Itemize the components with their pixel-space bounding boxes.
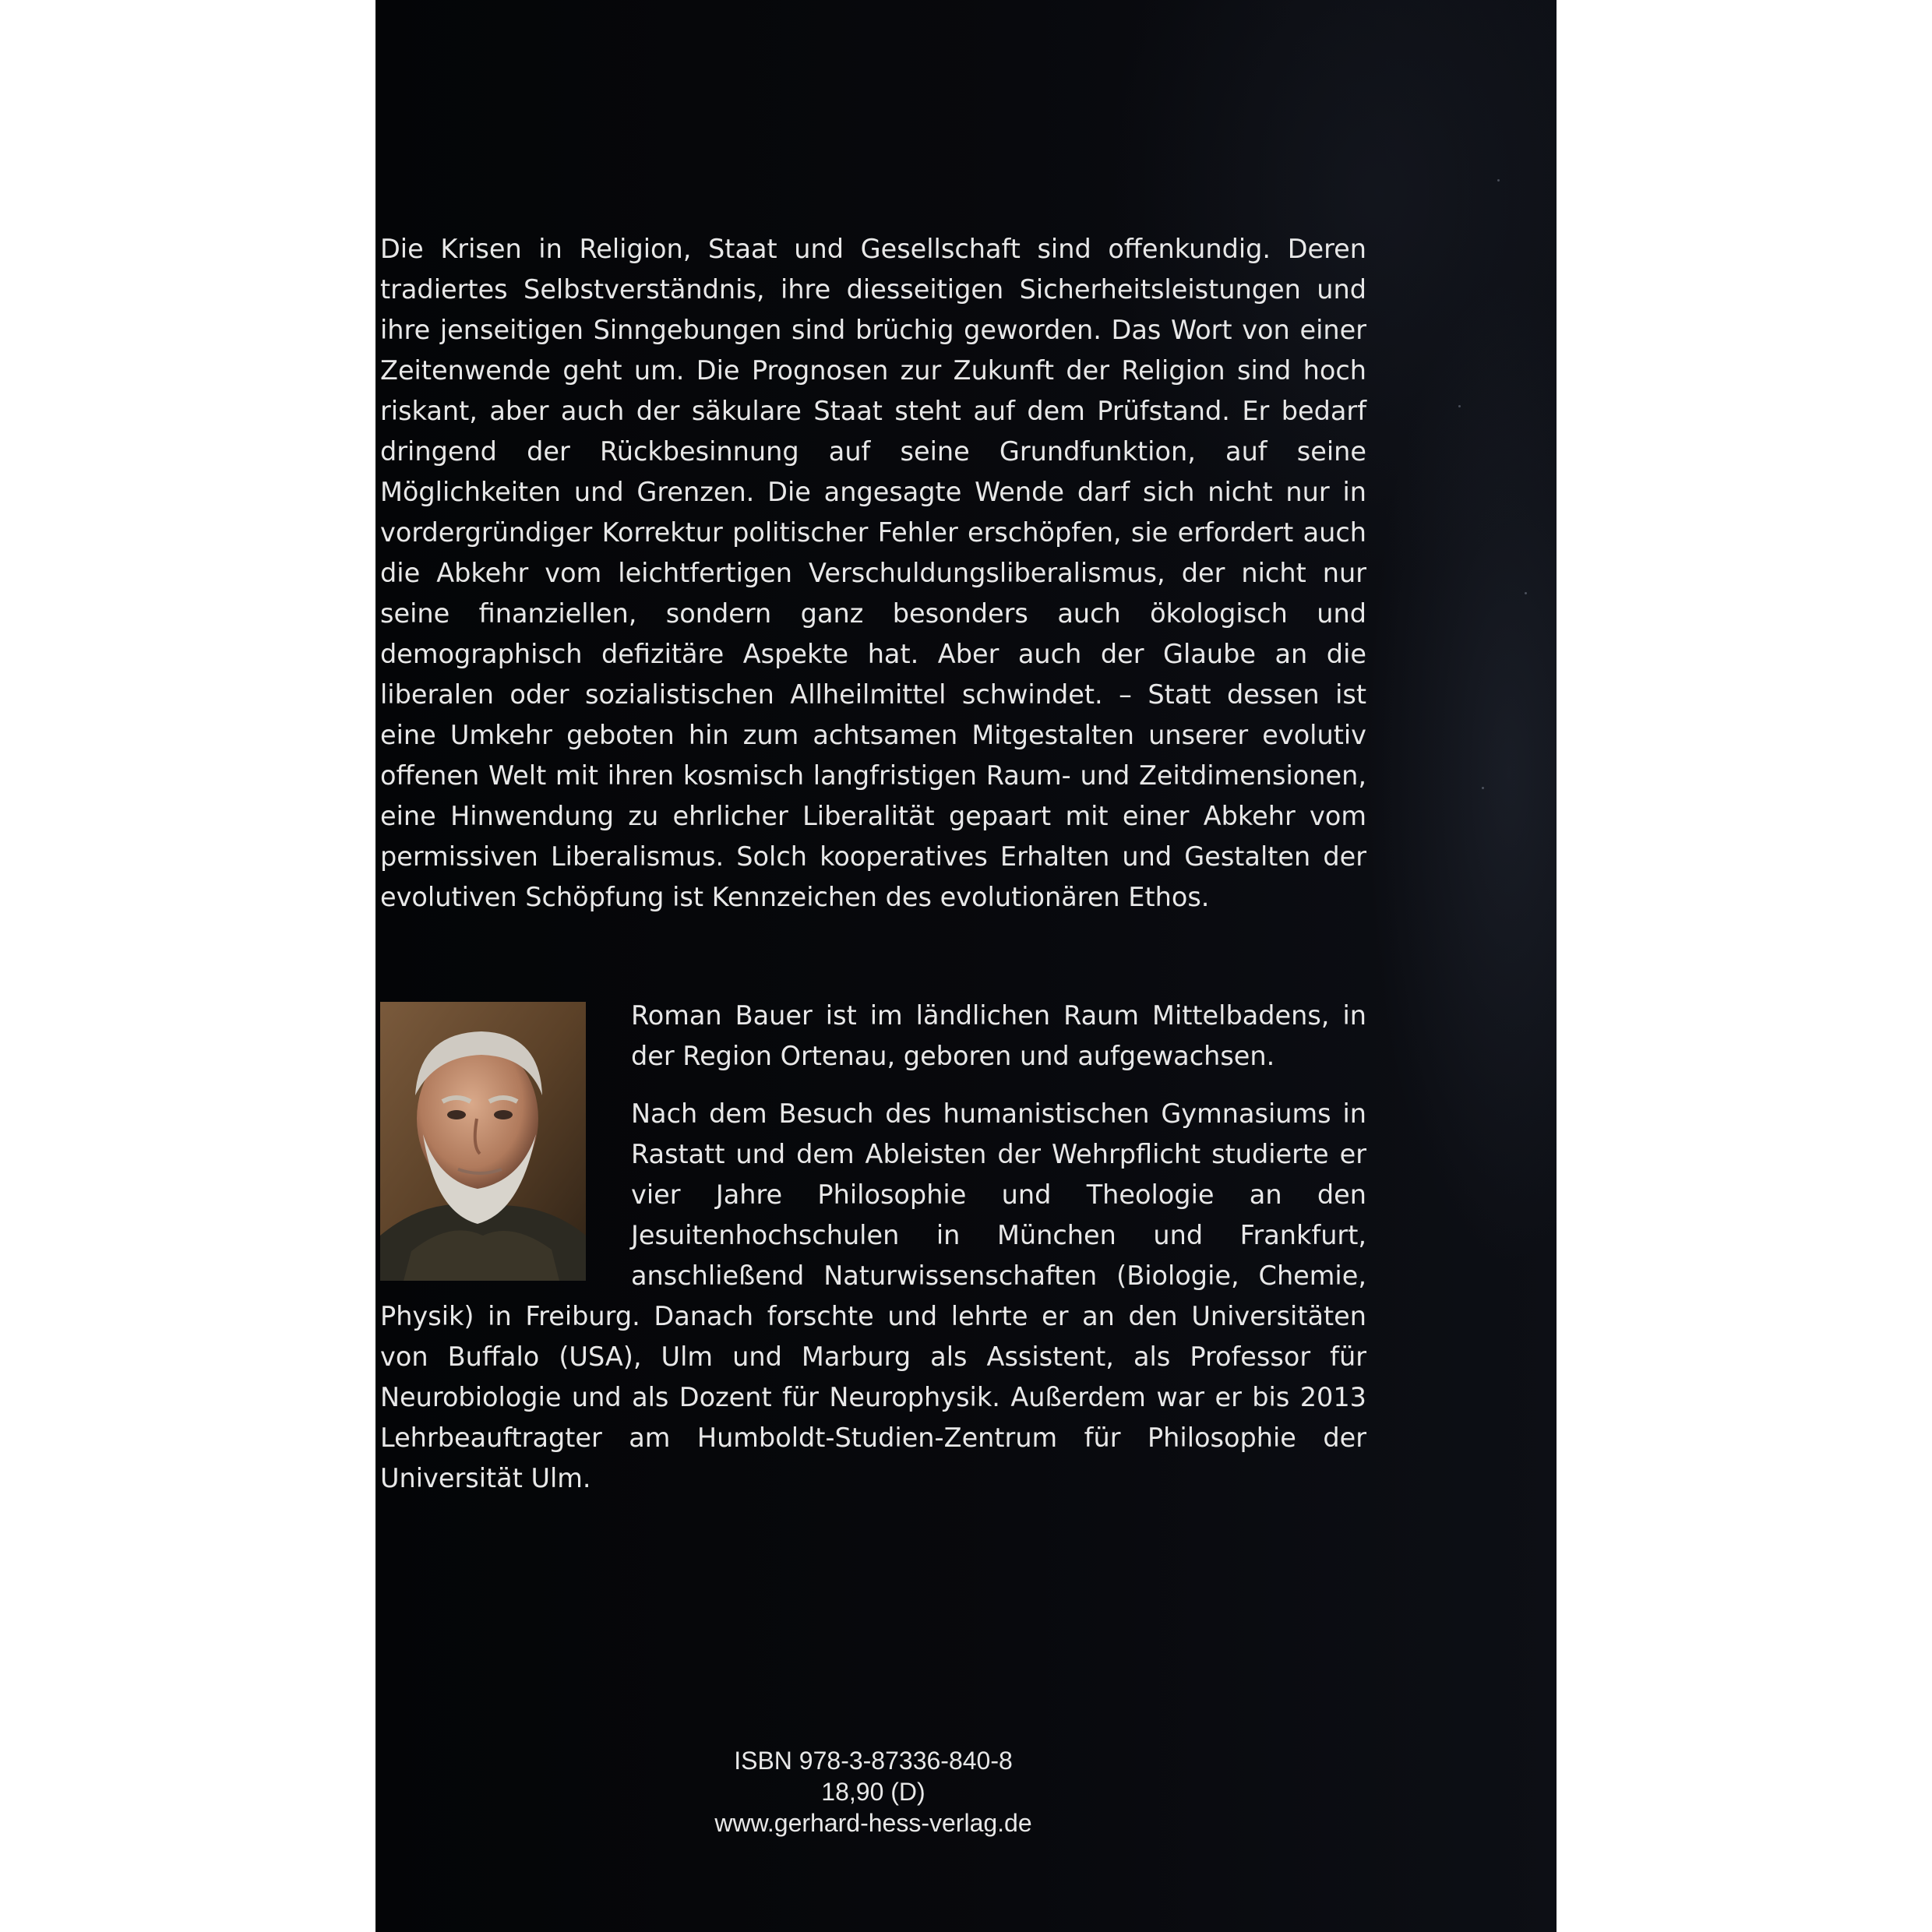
author-portrait xyxy=(380,1002,586,1281)
isbn: ISBN 978-3-87336-840-8 xyxy=(734,1747,1013,1775)
bio-paragraph-1: Roman Bauer ist im ländlichen Raum Mittelbadens, in der Region Ortenau, geboren und aufgewachsen. xyxy=(631,1000,1366,1071)
star-decoration xyxy=(1458,405,1461,407)
back-cover xyxy=(375,0,1557,1932)
blurb-text: Die Krisen in Religion, Staat und Gesellschaft sind offenkundig. Deren tradiertes Selbstverständnis, ihre diesseitigen Sicherheitsleistungen und ihre jenseitigen Sinngebungen sind brüchig geworden. Das Wort von einer Zeitenwende geht um. Die Prognosen zur Zukunft der Religion sind hoch riskant, aber auch der säkulare Staat steht auf dem Prüfstand. Er bedarf dringend der Rückbesinnung auf seine Grundfunktion, auf seine Möglichkeiten und Grenzen. Die angesagte Wende darf sich nicht nur in vordergründiger Korrektur politischer Fehler erschöpfen, sie erfordert auch die Abkehr vom leichtfertigen Verschuldungsliberalismus, der nicht nur seine finanziellen, sondern ganz besonders auch ökologisch und demographisch defizitäre Aspekte hat. Aber auch der Glaube an die liberalen oder sozialistischen Allheilmittel schwindet. – Statt dessen ist eine Umkehr geboten hin zum achtsamen Mitgestalten unserer evolutiv offenen Welt mit ihren kosmisch langfristigen Raum- und Zeitdimensionen, eine Hinwendung zu ehrlicher Liberalität gepaart mit einer Abkehr vom permissiven Liberalismus. Solch kooperatives Erhalten und Gestalten der evolutiven Schöpfung ist Kennzeichen des evolutionären Ethos. xyxy=(380,234,1366,912)
publication-info xyxy=(380,1745,1366,1839)
star-decoration xyxy=(1497,179,1500,182)
star-decoration xyxy=(1482,787,1484,789)
author-bio xyxy=(380,996,1366,1516)
bio-paragraph-2: Nach dem Besuch des humanistischen Gymnasiums in Rastatt und dem Ableisten der Wehrpflicht studierte er vier Jahre Philosophie und Theologie an den Jesuitenhochschulen in München und Frankfurt, anschließend Naturwissenschaften (Biologie, Chemie, Physik) in Freiburg. Danach forschte und lehrte er an den Universitäten von Buffalo (USA), Ulm und Marburg als Assistent, als Professor für Neurobiologie und als Dozent für Neurophysik. Außerdem war er bis 2013 Lehrbeauftragter am Humboldt-Studien-Zentrum für Philosophie der Universität Ulm. xyxy=(380,1098,1366,1493)
price: 18,90 (D) xyxy=(821,1778,925,1806)
star-decoration xyxy=(1525,592,1527,594)
publisher-website: www.gerhard-hess-verlag.de xyxy=(714,1809,1032,1837)
